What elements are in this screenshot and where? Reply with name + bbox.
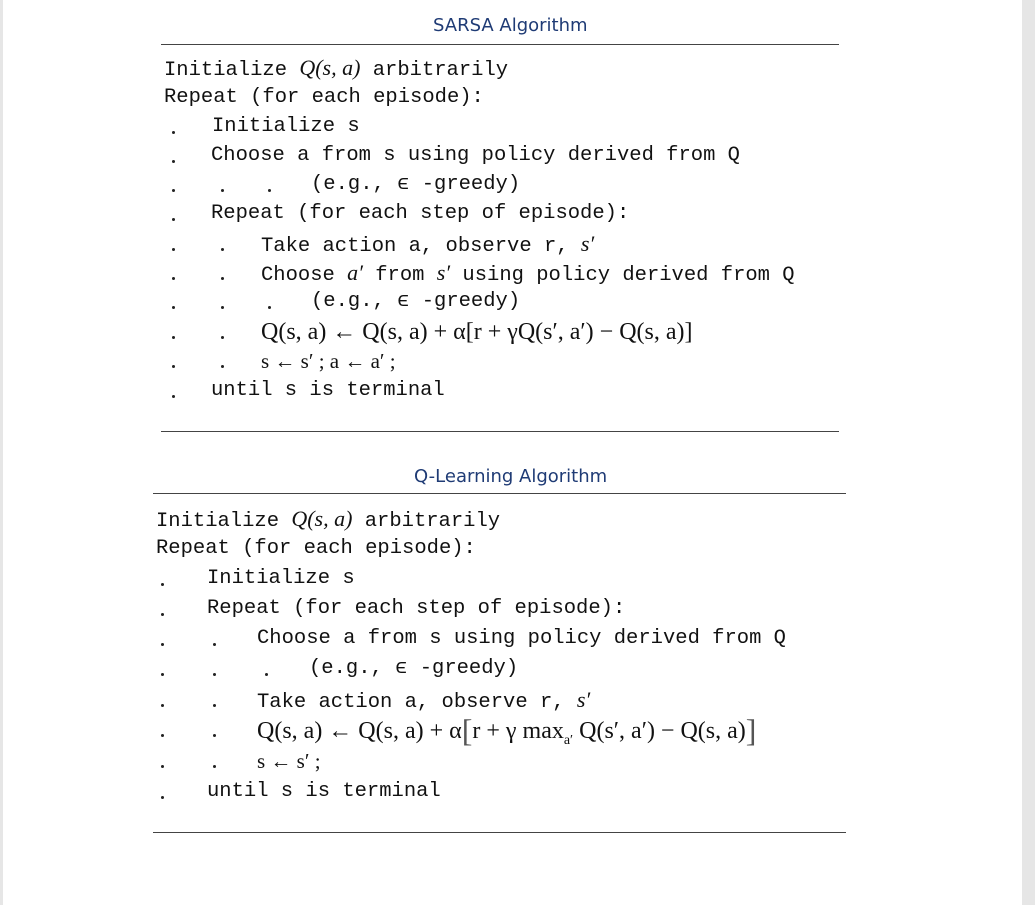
sarsa-line-initialize-s: Initialize s <box>212 115 360 138</box>
sarsa-line-repeat-step: Repeat (for each step of episode): <box>211 202 630 225</box>
indent-dot <box>161 643 164 646</box>
indent-dot <box>221 277 224 280</box>
indent-dot <box>172 277 175 280</box>
indent-dot <box>213 765 216 768</box>
indent-dot <box>221 365 224 368</box>
sarsa-update-equation: Q(s, a) ← Q(s, a) + α[r + γQ(s′, a′) − Q(s, a)] <box>261 319 693 345</box>
indent-dot <box>221 306 224 309</box>
document-page <box>3 0 1022 905</box>
qlearning-line-choose-a: Choose a from s using policy derived from Q <box>257 627 786 650</box>
qlearning-line-repeat-episode: Repeat (for each episode): <box>156 537 476 560</box>
indent-dot <box>172 218 175 221</box>
qlearning-top-rule <box>153 493 846 494</box>
indent-dot <box>172 160 175 163</box>
indent-dot <box>161 673 164 676</box>
indent-dot <box>172 395 175 398</box>
qlearning-line-initialize-s: Initialize s <box>207 567 355 590</box>
sarsa-line-until: until s is terminal <box>211 379 445 402</box>
indent-dot <box>161 765 164 768</box>
indent-dot <box>268 306 271 309</box>
indent-dot <box>172 248 175 251</box>
qlearning-update-equation: Q(s, a) ← Q(s, a) + α[r + γ $\max_{a'} Q(s'$, a′) − Q(s, a)] <box>257 712 757 748</box>
qlearning-line-repeat-step: Repeat (for each step of episode): <box>207 597 626 620</box>
indent-dot <box>161 704 164 707</box>
qlearning-line-until: until s is terminal <box>207 780 441 803</box>
sarsa-line-egreedy: (e.g., ϵ -greedy) <box>311 173 521 196</box>
qlearning-line-egreedy: (e.g., ϵ -greedy) <box>309 657 519 680</box>
indent-dot <box>161 734 164 737</box>
indent-dot <box>172 365 175 368</box>
sarsa-line-choose-a-prime: Choose a′ from s′ using policy derived from Q <box>261 260 795 287</box>
sarsa-line-initialize-q: Initialize Q(s, a) arbitrarily <box>164 55 509 82</box>
qlearning-bottom-rule <box>153 832 846 833</box>
indent-dot <box>172 306 175 309</box>
indent-dot <box>161 583 164 586</box>
indent-dot <box>213 734 216 737</box>
indent-dot <box>172 336 175 339</box>
indent-dot <box>213 673 216 676</box>
sarsa-line-take-action: Take action a, observe r, s′ <box>261 231 595 258</box>
sarsa-top-rule <box>161 44 839 45</box>
indent-dot <box>172 131 175 134</box>
qlearning-line-take-action: Take action a, observe r, s′ <box>257 687 591 714</box>
indent-dot <box>172 189 175 192</box>
indent-dot <box>161 796 164 799</box>
indent-dot <box>213 704 216 707</box>
indent-dot <box>265 673 268 676</box>
sarsa-title: SARSA Algorithm <box>433 15 588 36</box>
sarsa-assign: s ← s′ ; a ← a′ ; <box>261 349 396 373</box>
indent-dot <box>213 643 216 646</box>
qlearning-line-initialize-q: Initialize Q(s, a) arbitrarily <box>156 506 501 533</box>
qlearning-title: Q-Learning Algorithm <box>414 466 608 487</box>
indent-dot <box>268 189 271 192</box>
qlearning-assign: s ← s′ ; <box>257 749 321 773</box>
sarsa-line-repeat-episode: Repeat (for each episode): <box>164 86 484 109</box>
indent-dot <box>221 189 224 192</box>
sarsa-line-egreedy-2: (e.g., ϵ -greedy) <box>311 290 521 313</box>
indent-dot <box>221 248 224 251</box>
sarsa-bottom-rule <box>161 431 839 432</box>
indent-dot <box>221 336 224 339</box>
sarsa-line-choose-a: Choose a from s using policy derived from Q <box>211 144 740 167</box>
indent-dot <box>161 613 164 616</box>
